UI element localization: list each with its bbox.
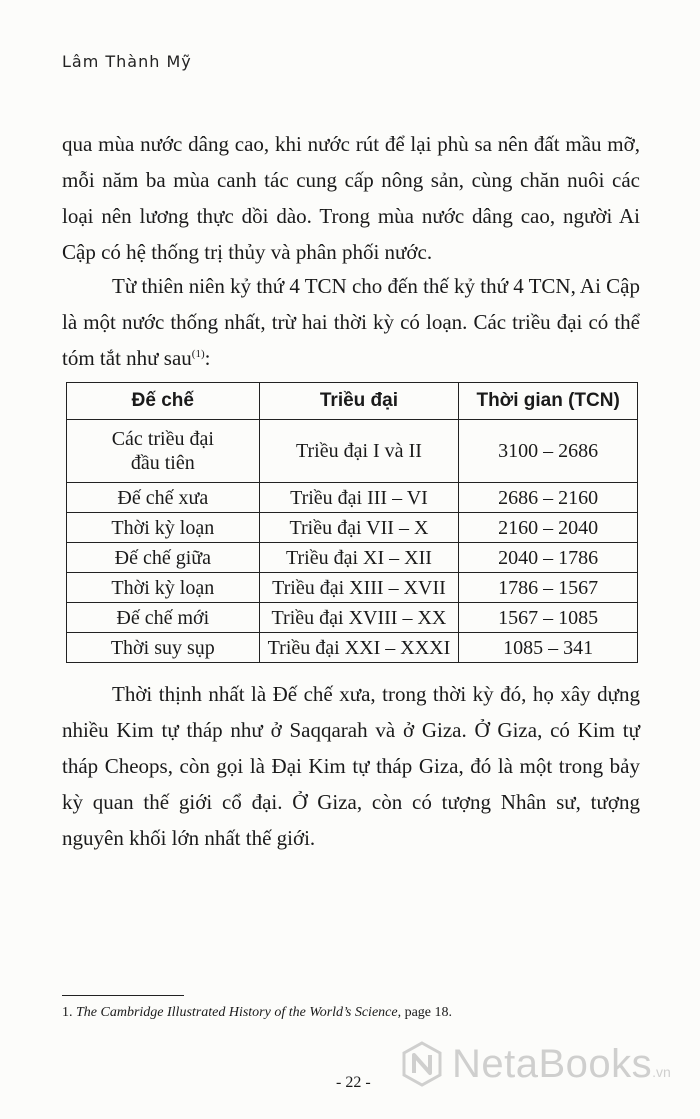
footnote-ref[interactable]: (1)	[191, 348, 205, 360]
cell-dynasty: Triều đại XI – XII	[259, 543, 459, 573]
cell-period: 2686 – 2160	[459, 483, 638, 513]
cell-empire-line2: đầu tiên	[130, 452, 195, 474]
cell-dynasty: Triều đại XIII – XVII	[259, 573, 459, 603]
paragraph-2	[62, 268, 640, 376]
cell-empire: Thời suy sụp	[67, 633, 260, 663]
cell-empire: Đế chế xưa	[67, 483, 260, 513]
watermark-brand: NetaBooks	[452, 1041, 653, 1086]
netabooks-logo-icon	[398, 1040, 446, 1088]
table-row	[67, 513, 638, 543]
cell-period: 2160 – 2040	[459, 513, 638, 543]
table-header-row	[67, 383, 638, 420]
footnote-suffix: , page 18.	[397, 1005, 453, 1020]
footnote	[62, 1005, 452, 1021]
cell-empire: Đế chế mới	[67, 603, 260, 633]
cell-dynasty: Triều đại XVIII – XX	[259, 603, 459, 633]
cell-empire-line1: Các triều đại	[111, 428, 214, 450]
cell-dynasty: Triều đại III – VI	[259, 483, 459, 513]
cell-empire: Thời kỳ loạn	[67, 513, 260, 543]
watermark	[398, 1040, 671, 1088]
cell-period: 1567 – 1085	[459, 603, 638, 633]
footnote-title: The Cambridge Illustrated History of the World’s Science	[76, 1005, 398, 1020]
cell-empire: Đế chế giữa	[67, 543, 260, 573]
table-row	[67, 603, 638, 633]
table-row	[67, 633, 638, 663]
footnote-divider	[62, 995, 184, 996]
paragraph-2-text: Từ thiên niên kỷ thứ 4 TCN cho đến thế kỷ thứ 4 TCN, Ai Cập là một nước thống nhất, trừ hai thời kỳ có loạn. Các triều đại có thể tóm tắt như sau	[62, 274, 640, 370]
watermark-tld: .vn	[652, 1064, 671, 1080]
footnote-number: 1.	[62, 1005, 73, 1020]
cell-period: 1085 – 341	[459, 633, 638, 663]
header-empire: Đế chế	[67, 383, 260, 420]
page-number: - 22 -	[336, 1074, 371, 1091]
dynasty-table	[66, 382, 638, 663]
cell-dynasty: Triều đại VII – X	[259, 513, 459, 543]
table-row	[67, 483, 638, 513]
cell-period: 3100 – 2686	[459, 420, 638, 483]
table-row	[67, 543, 638, 573]
table-row	[67, 420, 638, 483]
header-dynasty: Triều đại	[259, 383, 459, 420]
cell-dynasty: Triều đại XXI – XXXI	[259, 633, 459, 663]
paragraph-2-end: :	[204, 346, 211, 370]
header-period: Thời gian (TCN)	[459, 383, 638, 420]
cell-empire: Thời kỳ loạn	[67, 573, 260, 603]
table-row	[67, 573, 638, 603]
cell-period: 1786 – 1567	[459, 573, 638, 603]
cell-period: 2040 – 1786	[459, 543, 638, 573]
paragraph-3: Thời thịnh nhất là Đế chế xưa, trong thời kỳ đó, họ xây dựng nhiều Kim tự tháp như ở Saqqarah và ở Giza. Ở Giza, có Kim tự tháp Cheops, còn gọi là Đại Kim tự tháp Giza, đó là một trong bảy kỳ quan thế giới cổ đại. Ở Giza, còn có tượng Nhân sư, tượng nguyên khối lớn nhất thế giới.	[62, 682, 640, 850]
running-header-author: Lâm Thành Mỹ	[62, 52, 192, 71]
cell-dynasty: Triều đại I và II	[259, 420, 459, 483]
paragraph-1: qua mùa nước dâng cao, khi nước rút để lại phù sa nên đất mầu mỡ, mỗi năm ba mùa canh tác cung cấp nông sản, cùng chăn nuôi các loại nên lương thực dồi dào. Trong mùa nước dâng cao, người Ai Cập có hệ thống trị thủy và phân phối nước.	[62, 132, 640, 264]
cell-empire	[67, 420, 260, 483]
